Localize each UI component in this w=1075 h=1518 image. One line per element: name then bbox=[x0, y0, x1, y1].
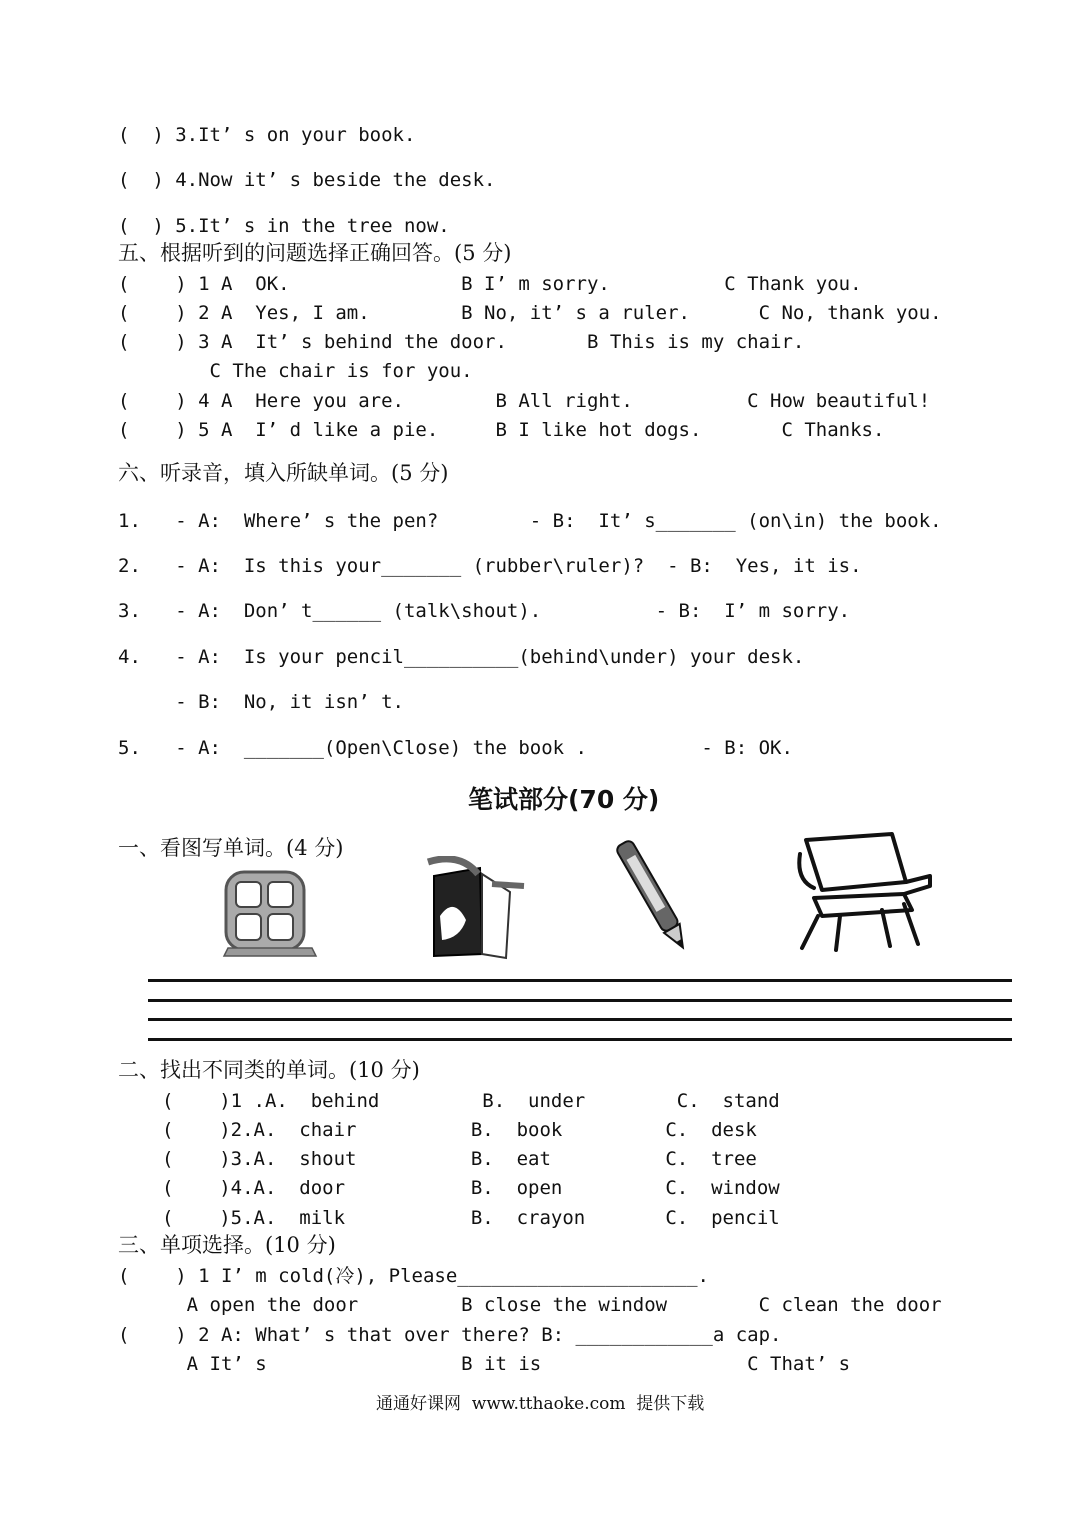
written3-line: ( ) 2 A: What’ s that over there? B: ____________a cap. bbox=[118, 1324, 782, 1346]
pencil-icon bbox=[608, 830, 696, 962]
written3-line: ( ) 1 I’ m cold(冷), Please_____________________. bbox=[118, 1265, 709, 1287]
section5-line: ( ) 4 A Here you are. B All right. C How beautiful! bbox=[118, 390, 931, 412]
section6-line: 4. - A: Is your pencil__________(behind\under) your desk. bbox=[118, 646, 805, 668]
writing-line bbox=[148, 1018, 1012, 1021]
section6-line: 2. - A: Is this your_______ (rubber\ruler)? - B: Yes, it is. bbox=[118, 555, 862, 577]
listening-line-5: ( ) 5.It’ s in the tree now. bbox=[118, 215, 450, 237]
section6-line: 1. - A: Where’ s the pen? - B: It’ s_______ (on\in) the book. bbox=[118, 510, 942, 532]
page-footer: 通通好课网 www.tthaoke.com 提供下载 bbox=[376, 1394, 705, 1414]
section6-line: 5. - A: _______(Open\Close) the book . - B: OK. bbox=[118, 737, 793, 759]
written2-line: ( )3.A. shout B. eat C. tree bbox=[162, 1148, 757, 1170]
writing-line bbox=[148, 979, 1012, 982]
written3-heading: 三、单项选择。(10 分) bbox=[118, 1233, 336, 1257]
written2-line: ( )4.A. door B. open C. window bbox=[162, 1177, 780, 1199]
section5-line: ( ) 1 A OK. B I’ m sorry. C Thank you. bbox=[118, 273, 862, 295]
written2-line: ( )2.A. chair B. book C. desk bbox=[162, 1119, 757, 1141]
listening-line-4: ( ) 4.Now it’ s beside the desk. bbox=[118, 169, 496, 191]
section5-line: ( ) 2 A Yes, I am. B No, it’ s a ruler. C No, thank you. bbox=[118, 302, 942, 324]
section5-line: ( ) 5 A I’ d like a pie. B I like hot dogs. C Thanks. bbox=[118, 419, 885, 441]
section6-line: 3. - A: Don’ t______ (talk\shout). - B: I’ m sorry. bbox=[118, 600, 851, 622]
section5-line: C The chair is for you. bbox=[118, 360, 473, 382]
section5-heading: 五、根据听到的问题选择正确回答。(5 分) bbox=[118, 241, 512, 265]
written3-line: A open the door B close the window C clean the door bbox=[118, 1294, 942, 1316]
listening-line-3: ( ) 3.It’ s on your book. bbox=[118, 124, 416, 146]
written2-line: ( )5.A. milk B. crayon C. pencil bbox=[162, 1207, 780, 1229]
section6-line: - B: No, it isn’ t. bbox=[118, 691, 404, 713]
section5-line: ( ) 3 A It’ s behind the door. B This is my chair. bbox=[118, 331, 805, 353]
writing-line bbox=[148, 999, 1012, 1002]
book-icon bbox=[420, 856, 532, 968]
section6-heading: 六、听录音，填入所缺单词。(5 分) bbox=[118, 461, 449, 485]
written1-heading: 一、看图写单词。(4 分) bbox=[118, 836, 344, 860]
written3-line: A It’ s B it is C That’ s bbox=[118, 1353, 851, 1375]
window-icon bbox=[222, 868, 320, 960]
written2-heading: 二、找出不同类的单词。(10 分) bbox=[118, 1058, 420, 1082]
written-section-title: 笔试部分(70 分) bbox=[468, 785, 660, 814]
written2-line: ( )1 .A. behind B. under C. stand bbox=[162, 1090, 780, 1112]
chair-icon bbox=[794, 832, 936, 956]
writing-line bbox=[148, 1038, 1012, 1041]
